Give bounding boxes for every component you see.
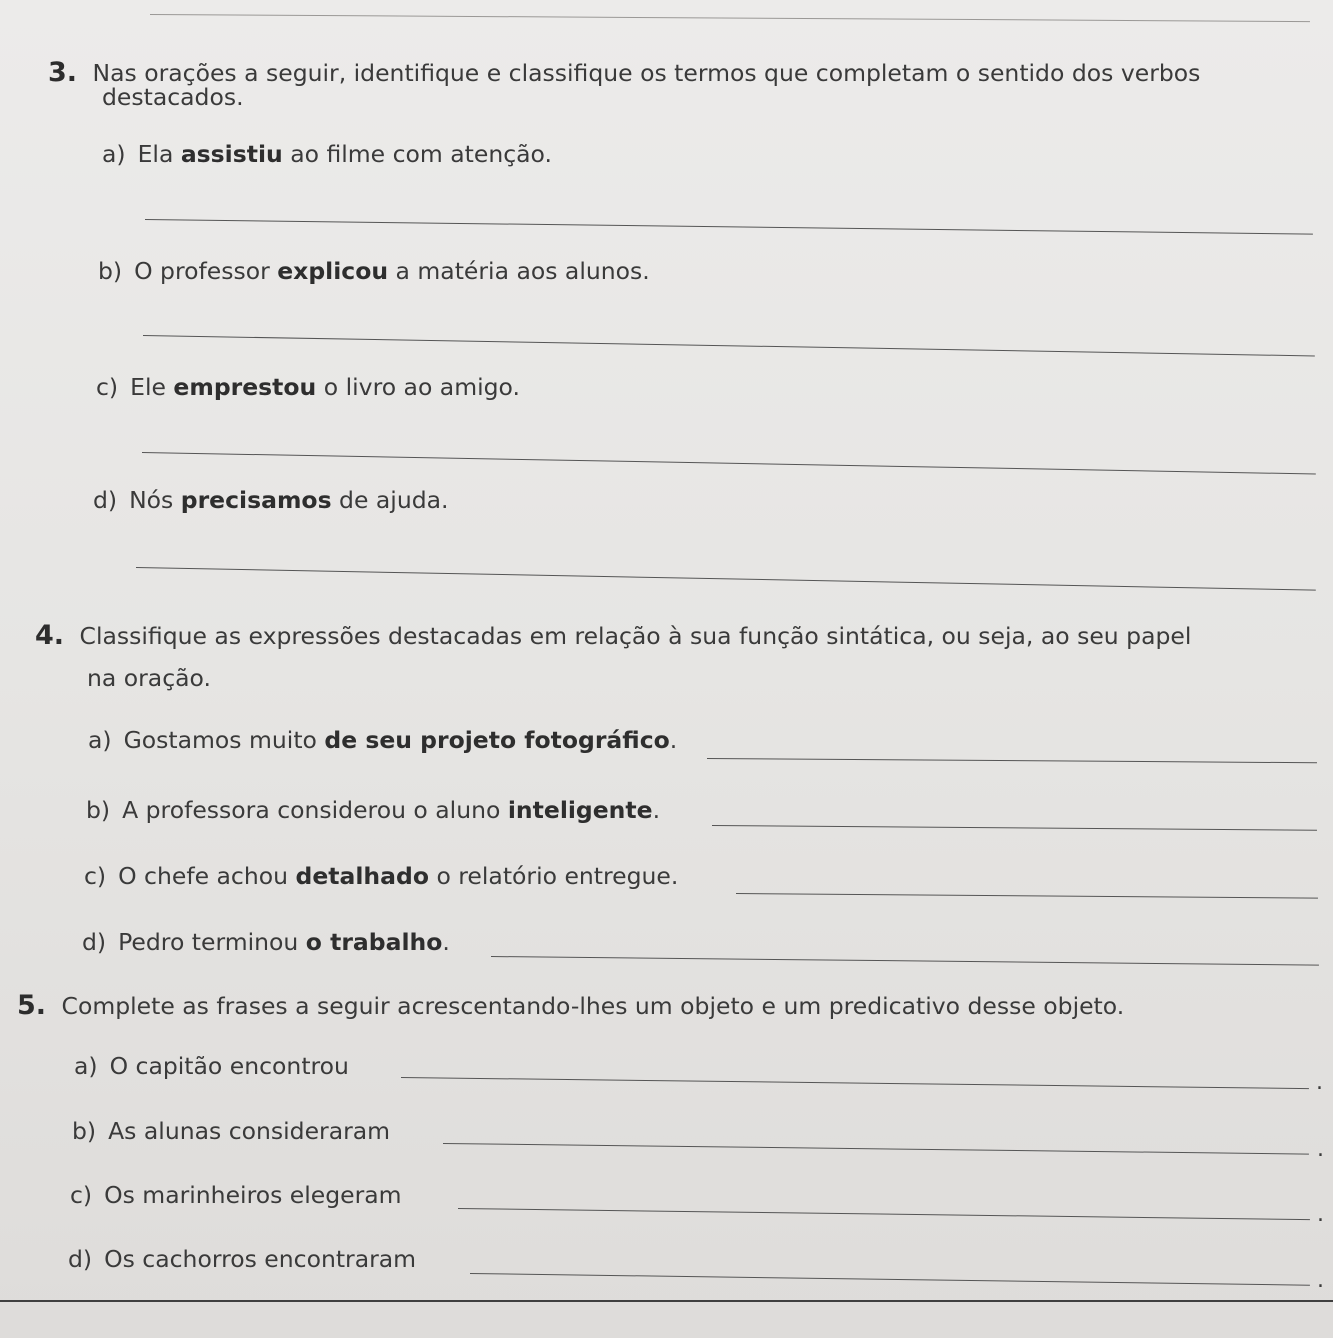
q3-answer-line-d[interactable] bbox=[136, 567, 1316, 591]
item-text: de ajuda. bbox=[331, 486, 449, 514]
bottom-rule bbox=[0, 1300, 1333, 1302]
q4-text-line1: Classifique as expressões destacadas em relação à sua função sintática, ou seja, ao seu papel bbox=[79, 622, 1192, 650]
item-text: Ele bbox=[130, 373, 174, 401]
q3-item-c bbox=[96, 373, 520, 401]
item-text: . bbox=[442, 928, 450, 956]
item-bold-expression: inteligente bbox=[507, 796, 653, 824]
item-text: Pedro terminou bbox=[118, 928, 306, 956]
item-text: o livro ao amigo. bbox=[316, 373, 520, 401]
item-text: Nós bbox=[129, 486, 181, 514]
item-letter: c) bbox=[70, 1181, 93, 1209]
item-text: O professor bbox=[134, 257, 278, 285]
item-letter: c) bbox=[96, 373, 119, 401]
q5-answer-line-c[interactable] bbox=[458, 1208, 1310, 1220]
item-letter: d) bbox=[93, 486, 118, 514]
q5-item-a bbox=[74, 1052, 349, 1080]
q4-text-line2: na oração. bbox=[87, 664, 211, 692]
item-text: . bbox=[669, 726, 678, 754]
q5-end-dot-a: . bbox=[1316, 1070, 1323, 1095]
q3-item-a bbox=[102, 140, 552, 168]
q3-text-line1: Nas orações a seguir, identifique e classifique os termos que completam o sentido dos verbos bbox=[92, 59, 1201, 87]
q3-answer-line-c[interactable] bbox=[142, 452, 1316, 475]
q5-answer-line-b[interactable] bbox=[443, 1143, 1309, 1155]
item-letter: b) bbox=[98, 257, 123, 285]
item-bold-expression: detalhado bbox=[295, 862, 429, 890]
item-bold-verb: assistiu bbox=[180, 140, 283, 168]
q4-item-b bbox=[86, 796, 660, 824]
q5-number: 5. bbox=[17, 990, 47, 1021]
item-letter: d) bbox=[68, 1245, 93, 1273]
q4-answer-line-d[interactable] bbox=[491, 956, 1319, 966]
q5-end-dot-d: . bbox=[1317, 1268, 1324, 1293]
item-text: o relatório entregue. bbox=[428, 862, 679, 890]
q5-text: Complete as frases a seguir acrescentando-lhes um objeto e um predicativo desse objeto. bbox=[61, 992, 1125, 1020]
q3-item-b bbox=[98, 257, 650, 285]
item-text: A professora considerou o aluno bbox=[122, 796, 508, 824]
q3-answer-line-a[interactable] bbox=[145, 219, 1313, 235]
q5-item-d bbox=[68, 1245, 416, 1273]
item-letter: b) bbox=[72, 1117, 97, 1145]
q5-end-dot-c: . bbox=[1317, 1202, 1324, 1227]
q4-item-c bbox=[84, 862, 678, 890]
item-letter: a) bbox=[74, 1052, 98, 1080]
q4-answer-line-a[interactable] bbox=[707, 758, 1317, 763]
item-letter: c) bbox=[84, 862, 107, 890]
q3-answer-line-b[interactable] bbox=[143, 335, 1315, 356]
q3-text-line2: destacados. bbox=[102, 83, 244, 111]
top-rule bbox=[150, 14, 1310, 22]
q3-item-d bbox=[93, 486, 449, 514]
item-text: ao filme com atenção. bbox=[282, 140, 552, 168]
item-bold-verb: precisamos bbox=[180, 486, 332, 514]
item-text: As alunas consideraram bbox=[108, 1117, 391, 1145]
q5-answer-line-a[interactable] bbox=[401, 1077, 1309, 1089]
item-text: Gostamos muito bbox=[123, 726, 325, 754]
q5-item-b bbox=[72, 1117, 390, 1145]
item-text: a matéria aos alunos. bbox=[388, 257, 650, 285]
q4-answer-line-b[interactable] bbox=[712, 825, 1317, 831]
q4-item-d bbox=[82, 928, 450, 956]
q5-end-dot-b: . bbox=[1317, 1137, 1324, 1162]
item-letter: b) bbox=[86, 796, 111, 824]
item-text: Os cachorros encontraram bbox=[104, 1245, 417, 1273]
item-text: Os marinheiros elegeram bbox=[104, 1181, 402, 1209]
item-bold-verb: emprestou bbox=[173, 373, 317, 401]
item-bold-expression: o trabalho bbox=[305, 928, 443, 956]
item-bold-verb: explicou bbox=[277, 257, 389, 285]
item-text: . bbox=[652, 796, 661, 824]
q4-number: 4. bbox=[35, 620, 65, 651]
q5-item-c bbox=[70, 1181, 402, 1209]
item-text: Ela bbox=[137, 140, 181, 168]
q4-answer-line-c[interactable] bbox=[736, 893, 1318, 899]
q4-heading bbox=[35, 620, 1191, 652]
q5-heading bbox=[17, 990, 1124, 1022]
item-bold-expression: de seu projeto fotográfico bbox=[324, 726, 670, 754]
item-text: O capitão encontrou bbox=[109, 1052, 349, 1080]
item-letter: d) bbox=[82, 928, 107, 956]
item-letter: a) bbox=[88, 726, 112, 754]
q4-item-a bbox=[88, 726, 677, 754]
q3-number: 3. bbox=[48, 57, 78, 88]
q5-answer-line-d[interactable] bbox=[470, 1273, 1310, 1286]
item-letter: a) bbox=[102, 140, 126, 168]
item-text: O chefe achou bbox=[118, 862, 296, 890]
